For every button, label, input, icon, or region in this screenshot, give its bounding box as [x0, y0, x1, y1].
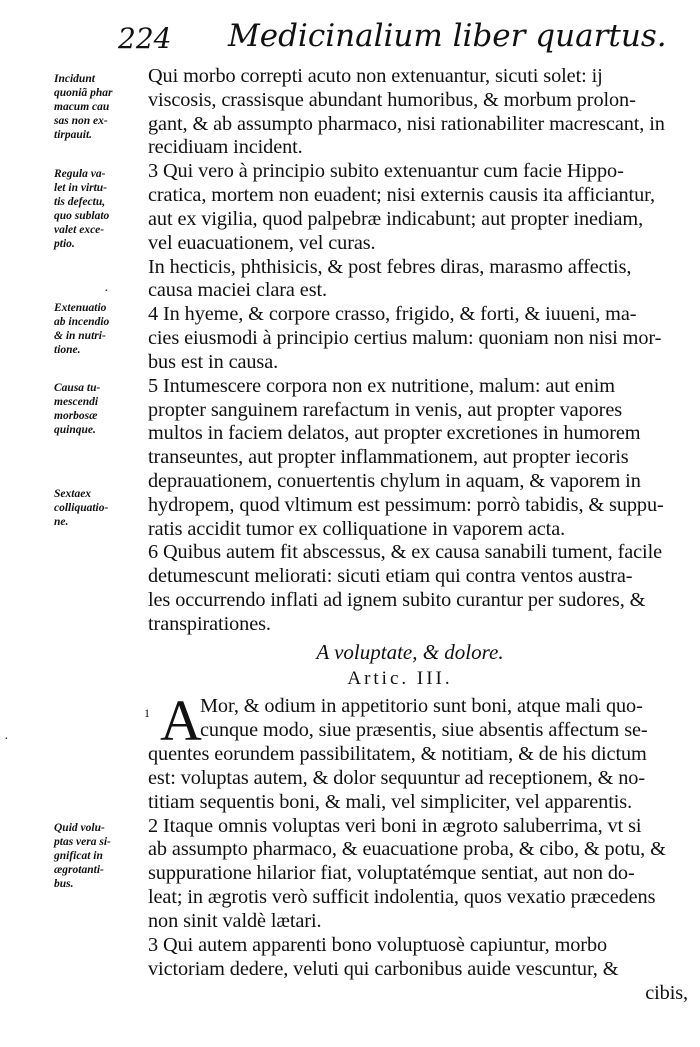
text-line: vel euacuationem, vel curas. — [148, 232, 376, 254]
margin-note: Regula va- let in virtu- tis defectu, quo sublato valet exce- ptio. — [54, 168, 110, 250]
margin-note: Quid volu- ptas vera si- gnificat in ægrotanti- bus. — [54, 822, 111, 890]
page-number: 224 — [118, 22, 172, 55]
text-line: cunque modo, siue præsentis, siue absentis affectum se- — [200, 719, 648, 741]
section-title: A voluptate, & dolore. — [316, 640, 504, 664]
text-line: 3 Qui vero à principio subito extenuantur cum facie Hippo- — [148, 160, 624, 182]
text-line: aut ex vigilia, quod palpebræ indicabunt; aut propter inediam, — [148, 208, 644, 230]
page-header — [118, 18, 678, 58]
text-line: cratica, mortem non euadent; nisi externis causis ita afficiantur, — [148, 184, 655, 206]
text-line: leat; in ægrotis verò sufficit indolentia, quos vexatio præcedens — [148, 886, 656, 908]
text-line: Qui morbo correpti acuto non extenuantur, sicuti solet: ij — [148, 65, 603, 87]
text-line: cies eiusmodi à principio certius malum: quoniam non nisi mor- — [148, 327, 662, 349]
text-line: victoriam dedere, veluti qui carbonibus auide vescuntur, & — [148, 958, 619, 980]
text-line: 5 Intumescere corpora non ex nutritione, malum: aut enim — [148, 375, 615, 397]
text-line: 6 Quibus autem fit abscessus, & ex causa sanabili tument, facile — [148, 541, 663, 563]
text-line: titiam sequentis boni, & mali, vel simpliciter, vel apparentis. — [148, 791, 633, 813]
catchword: cibis, — [645, 982, 688, 1004]
text-line: In hecticis, phthisicis, & post febres diras, marasmo affectis, — [148, 256, 632, 278]
article-label: Artic. III. — [347, 668, 453, 689]
text-line: viscosis, crassisque abundant humoribus, & morbum prolon- — [148, 89, 636, 111]
text-line: gant, & ab assumpto pharmaco, nisi rationabiliter macrescant, in — [148, 113, 665, 135]
text-line: propter sanguinem rarefactum in venis, aut propter vapores — [148, 399, 623, 421]
text-line: bus est in causa. — [148, 351, 279, 373]
text-line: causa maciei clara est. — [148, 279, 327, 301]
text-line: recidiuam incident. — [148, 136, 303, 158]
text-line: 2 Itaque omnis voluptas veri boni in ægroto saluberrima, vt si — [148, 815, 642, 837]
text-line: ratis accidit tumor ex colliquatione in vaporem acta. — [148, 518, 566, 540]
margin-note: Extenuatio ab incendio & in nutri- tione. — [54, 302, 110, 356]
margin-note: Sextaex colliquatio- ne. — [54, 488, 109, 528]
text-line: suppuratione hilarior fiat, voluptatémque sentiat, aut non do- — [148, 862, 635, 884]
text-line: Mor, & odium in appetitorio sunt boni, atque mali quo- — [200, 695, 643, 717]
article-number: 1 — [144, 706, 150, 720]
text-line: non sinit valdè lætari. — [148, 910, 322, 932]
text-line: detumescunt meliorati: sicuti etiam qui contra ventos austra- — [148, 565, 633, 587]
text-line: les occurrendo inflati ad ignem subito curantur per sudores, & — [148, 589, 646, 611]
text-line: deprauationem, conuertentis chylum in aquam, & vaporem in — [148, 470, 641, 492]
margin-note: Causa tu- mescendi morbosæ quinque. — [54, 382, 101, 436]
margin-note: Incidunt quoniã phar macum cau sas non ex- tirpauit. — [54, 73, 113, 141]
text-line: transpirationes. — [148, 613, 271, 635]
text-line: 3 Qui autem apparenti bono voluptuosè capiuntur, morbo — [148, 934, 608, 956]
drop-cap: A — [160, 688, 202, 753]
margin-mark: · — [4, 732, 9, 747]
text-line: transeuntes, aut propter inflammationem, aut propter iecoris — [148, 446, 629, 468]
text-line: quentes eorundem passibilitatem, & notitiam, & de his dictum — [148, 743, 647, 765]
running-title: Medicinalium liber quartus. — [228, 18, 667, 54]
text-line: multos in faciem delatos, aut propter excretiones in humorem — [148, 422, 641, 444]
margin-mark: · — [104, 284, 109, 299]
text-line: ab assumpto pharmaco, & euacuatione proba, & cibo, & potu, & — [148, 838, 666, 860]
text-line: est: voluptas autem, & dolor sequuntur ad receptionem, & no- — [148, 767, 645, 789]
text-line: 4 In hyeme, & corpore crasso, frigido, & forti, & iuueni, ma- — [148, 303, 637, 325]
text-line: hydropem, quod vltimum est pessimum: porrò tabidis, & suppu- — [148, 494, 664, 516]
